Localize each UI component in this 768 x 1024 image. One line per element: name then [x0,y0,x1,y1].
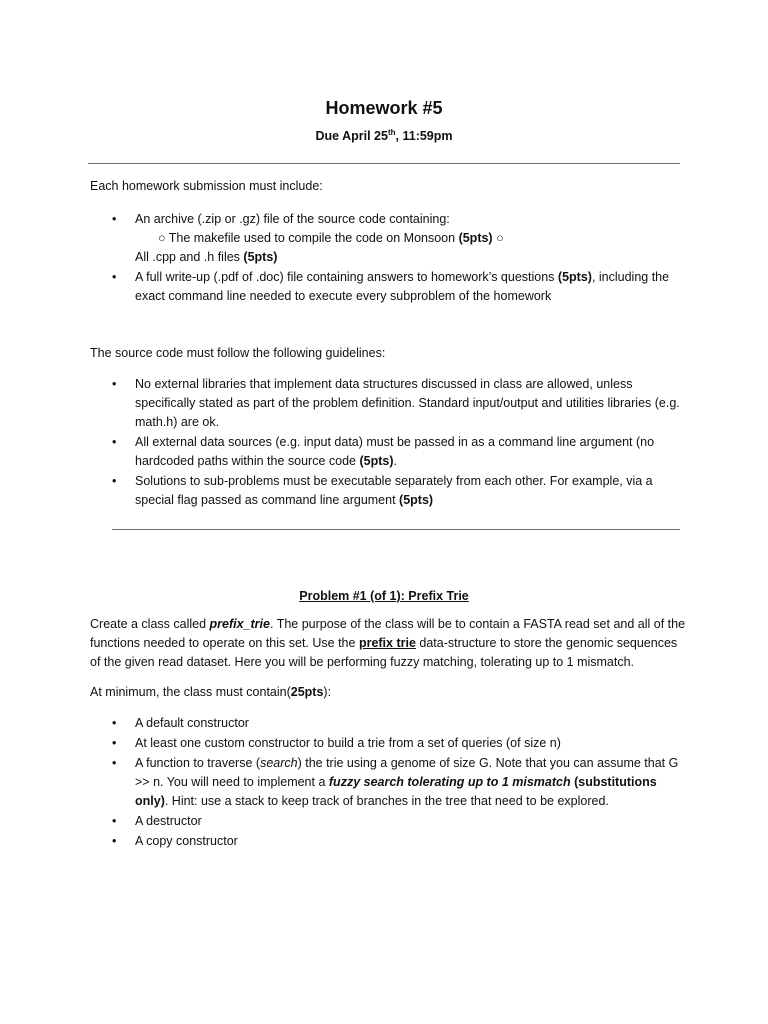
guidelines-list [112,375,692,511]
requirement-default-constructor [112,714,692,733]
requirement-text-d: . Hint: use a stack to keep track of branches in the tree that need to be explored. [164,794,609,808]
submission-list [112,210,692,307]
requirements-text-b: ): [323,685,332,699]
guideline-subproblems-points: (5pts) [399,493,434,507]
requirement-text: A copy constructor [135,834,238,848]
top-divider [88,163,680,164]
due-date-prefix: Due April 25 [315,129,388,143]
writeup-points: (5pts) [557,270,592,284]
requirement-traverse-function [112,754,692,811]
archive-text: An archive (.zip or .gz) file of the source code containing: [135,212,450,226]
middle-divider [112,529,680,530]
guideline-libraries-text: No external libraries that implement data structures discussed in class are allowed, unless specifically stated as part of the problem definition. Standard input/output and utilities libraries (e.g. math.h) are ok. [135,377,680,429]
cpp-item [135,248,692,267]
guideline-libraries [112,375,692,432]
list-item-writeup [112,268,692,306]
writeup-text-b: , including the exact command line needed to execute every subproblem of the homework [135,270,670,303]
requirements-list [112,714,692,852]
prefix-trie-term: prefix trie [358,636,416,650]
list-item-archive [112,210,692,267]
writeup-text-a: A full write-up (.pdf of .doc) file containing answers to homework’s questions [135,270,555,284]
submission-intro: Each homework submission must include: [90,179,323,193]
bullet-icon: • [112,435,117,449]
requirement-destructor [112,812,692,831]
bullet-icon: • [112,736,117,750]
cpp-points: (5pts) [243,250,278,264]
guideline-data-sources [112,433,692,471]
requirement-text: At least one custom constructor to build a trie from a set of queries (of size n) [135,736,561,750]
bullet-icon: • [112,834,117,848]
requirement-custom-constructor [112,734,692,753]
bullet-icon: • [112,814,117,828]
makefile-text: ○ The makefile used to compile the code on Monsoon [158,231,456,245]
requirements-intro [90,683,690,702]
problem-description [90,615,690,672]
substitutions-note: (substitutions only) [135,775,657,808]
search-term: search [260,756,298,770]
guideline-subproblems-text: Solutions to sub-problems must be executable separately from each other. For example, via a special flag passed as command line argument [135,474,653,507]
cpp-text: All .cpp and .h files [135,250,240,264]
requirements-points: 25pts [290,685,324,699]
problem-text-c: data-structure to store the genomic sequences of the given read dataset. Here you will be performing fuzzy matching, tolerating up to 1 mismatch. [90,636,678,669]
fuzzy-search-term: fuzzy search tolerating up to 1 mismatch [328,775,571,789]
requirement-text-a: A function to traverse ( [135,756,261,770]
bullet-icon: • [112,474,117,488]
guideline-data-sources-points: (5pts) [359,454,394,468]
class-name: prefix_trie [209,617,270,631]
sub-bullet-icon: ○ [496,231,504,245]
requirement-text-b: ) the trie using a genome of size G. Note that you can assume that G >> n. You will need to implement a [135,756,679,789]
requirement-text: A destructor [135,814,202,828]
bullet-icon: • [112,377,117,391]
bullet-icon: • [112,212,117,226]
bullet-icon: • [112,270,117,284]
guideline-subproblems [112,472,692,510]
due-date [0,127,768,146]
makefile-points: (5pts) [458,231,493,245]
due-date-suffix: , 11:59pm [395,129,453,143]
requirement-text: A default constructor [135,716,249,730]
problem-heading: Problem #1 (of 1): Prefix Trie [299,589,469,603]
guideline-data-sources-text: All external data sources (e.g. input data) must be passed in as a command line argument (no hardcoded paths within the source code [135,435,655,468]
bullet-icon: • [112,756,117,770]
problem-text-a: Create a class called [90,617,210,631]
bullet-icon: • [112,716,117,730]
due-date-superscript: th [387,128,396,137]
guidelines-intro: The source code must follow the following guidelines: [90,346,386,360]
requirement-copy-constructor [112,832,692,851]
period: . [393,454,397,468]
page-title: Homework #5 [325,98,443,118]
problem-text-b: . The purpose of the class will be to contain a FASTA read set and all of the functions needed to operate on this set. Use the [90,617,686,650]
requirements-text-a: At minimum, the class must contain( [90,685,291,699]
makefile-item [158,229,692,248]
